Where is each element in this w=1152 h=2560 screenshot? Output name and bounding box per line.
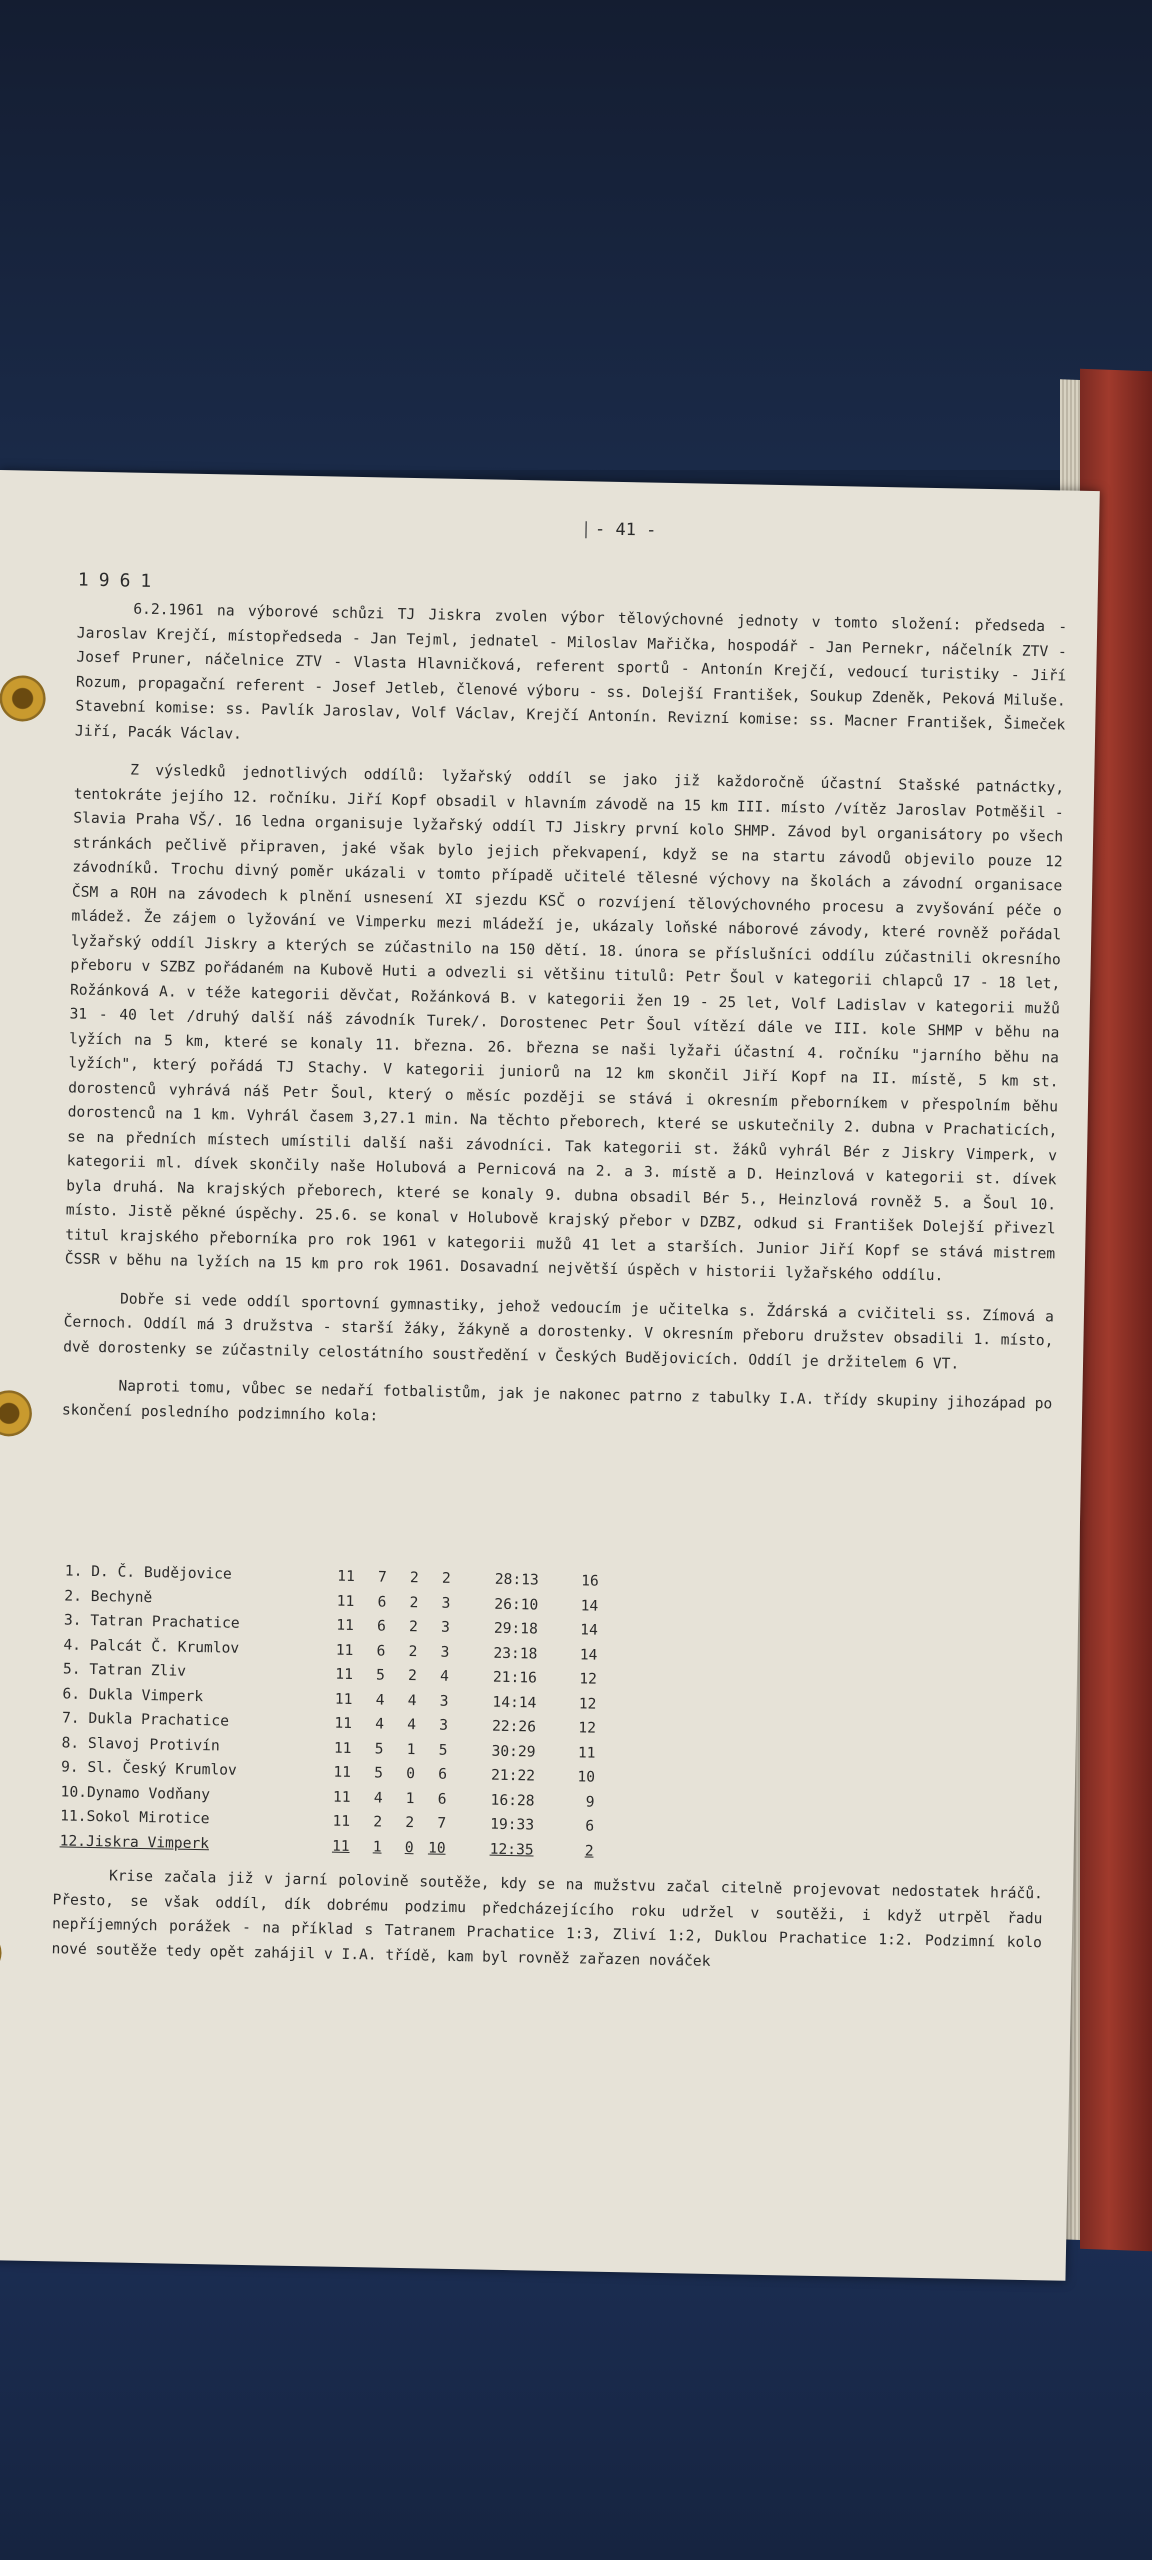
won: 4	[375, 1690, 385, 1709]
won: 5	[374, 1764, 384, 1782]
points: 14	[580, 1596, 599, 1615]
points: 12	[579, 1670, 598, 1688]
points: 9	[585, 1792, 595, 1811]
team-name: 9. Sl. Český Krumlov	[60, 1758, 237, 1779]
score: 16:28	[490, 1791, 535, 1810]
played: 11	[335, 1665, 354, 1683]
drawn: 0	[404, 1838, 414, 1856]
lost: 4	[439, 1667, 450, 1685]
drawn: 0	[406, 1765, 416, 1783]
won: 6	[377, 1592, 387, 1611]
won: 4	[375, 1715, 385, 1733]
team-name: 2. Bechyně	[64, 1586, 153, 1606]
team-name: 3. Tatran Prachatice	[63, 1611, 240, 1632]
played: 11	[336, 1592, 355, 1610]
lost: 10	[427, 1838, 446, 1857]
lost: 6	[437, 1790, 447, 1808]
played: 11	[334, 1690, 353, 1708]
played: 11	[336, 1616, 355, 1635]
points: 2	[584, 1841, 594, 1860]
binder-hole	[0, 675, 46, 722]
lost: 5	[438, 1741, 448, 1759]
lost: 7	[437, 1814, 447, 1832]
won: 7	[377, 1568, 387, 1586]
body-text	[61, 597, 1067, 1456]
drawn: 4	[407, 1716, 417, 1734]
team-name: 6. Dukla Vimperk	[62, 1684, 204, 1705]
paragraph-committee: 6.2.1961 na výborové schůzi TJ Jiskra zvolen výbor tělovýchovné jednoty v tomto složení: předseda - Jaroslav Krejčí, místopředseda - Jan Tejml, jednatel - Miloslav Mařička, hospodář - Jan Pernekr, náčelník ZTV - Josef Pruner, náčelnice ZTV - Vlasta Hlavničková, referent sportů - Antonín Krejčí, vedoucí turistiky - Jiří Rozum, propagační referent - Josef Jetleb, členové výboru - ss. Dolejší František, Soukup Zdeněk, Peková Miluše. Stavební komise: ss. Pavlík Jaroslav, Volf Václav, Krejčí Antonín. Revizní komise: ss. Macner František, Šimeček Jiří, Pacák Václav.	[74, 600, 1068, 743]
points: 11	[577, 1743, 596, 1762]
drawn: 2	[409, 1593, 419, 1611]
drawn: 4	[407, 1691, 417, 1709]
won: 2	[373, 1813, 383, 1831]
points: 14	[579, 1645, 598, 1664]
played: 11	[335, 1641, 354, 1659]
score: 29:18	[493, 1619, 539, 1638]
score: 26:10	[494, 1595, 539, 1614]
drawn: 2	[408, 1642, 418, 1660]
standings-table	[59, 1559, 605, 1863]
lost: 2	[441, 1569, 451, 1587]
won: 5	[375, 1666, 386, 1684]
played: 11	[332, 1812, 351, 1830]
score: 12:35	[489, 1840, 534, 1858]
drawn: 2	[408, 1618, 419, 1636]
played: 11	[337, 1567, 355, 1586]
team-name: 8. Slavoj Protivín	[61, 1733, 220, 1754]
background-top	[0, 0, 1152, 470]
won: 6	[376, 1641, 386, 1660]
drawn: 2	[407, 1667, 418, 1685]
paragraph-closing: Krise začala již v jarní polovině soutěže, kdy se na mužstvu začal citelně projevovat nedostatek hráčů. Přesto, se však oddíl, dík dobrému podzimu předcházejícího roku udržel v soutěži, i když utrpěl řadu nepříjemných porážek - na příklad s Tatranem Prachatice 1:3, Zliví 1:2, Duklou Prachatice 1:2. Podzimní kolo nové soutěže tedy opět zahájil v I.A. třídě, kam byl rovněž zařazen nováček	[51, 1867, 1044, 1970]
points: 14	[580, 1621, 599, 1639]
points: 10	[577, 1768, 596, 1786]
lost: 3	[441, 1594, 451, 1612]
score: 22:26	[491, 1717, 537, 1736]
score: 14:14	[492, 1693, 537, 1712]
played: 11	[332, 1788, 351, 1806]
drawn: 1	[406, 1740, 416, 1758]
points: 12	[578, 1694, 597, 1713]
score: 21:22	[490, 1766, 536, 1785]
document-page	[0, 470, 1100, 2281]
drawn: 2	[405, 1814, 415, 1832]
drawn: 1	[405, 1789, 415, 1807]
paragraph-football-intro: Naproti tomu, vůbec se nedaří fotbalistům, jak je nakonec patrno z tabulky I.A. třídy skupiny jihozápad po skončení posledního podzimního kola:	[61, 1377, 1053, 1424]
lost: 3	[439, 1716, 449, 1734]
team-name: 12.Jiskra Vimperk	[59, 1831, 210, 1852]
binder-hole	[0, 1929, 2, 1976]
points: 16	[581, 1572, 599, 1590]
lost: 3	[440, 1618, 451, 1636]
points: 6	[585, 1817, 595, 1835]
won: 5	[374, 1739, 384, 1758]
team-name: 7. Dukla Prachatice	[61, 1709, 230, 1730]
team-name: 10.Dynamo Vodňany	[60, 1782, 211, 1803]
played: 11	[333, 1763, 352, 1781]
lost: 3	[439, 1692, 449, 1710]
played: 11	[331, 1837, 350, 1855]
binder-hole	[0, 1390, 32, 1437]
score: 23:18	[493, 1644, 538, 1663]
background-bottom	[0, 2240, 1152, 2560]
won: 4	[373, 1788, 383, 1807]
drawn: 2	[409, 1569, 419, 1587]
closing-text	[51, 1863, 1043, 1980]
score: 21:16	[492, 1668, 538, 1687]
year-heading: 1961	[77, 569, 162, 593]
team-name: 11.Sokol Mirotice	[60, 1807, 210, 1828]
page-number: | - 41 -	[595, 519, 657, 540]
paragraph-gymnastics: Dobře si vede oddíl sportovní gymnastiky, jehož vedoucím je učitelka s. Ždárská a cvičiteli ss. Zímová a Černoch. Oddíl má 3 družstva - starší žáky, žákyně a dorostenky. V okresním přeboru družstev obsadili 1. místo, dvě dorostenky se zúčastnily celostátního soustředění v Českých Budějovicích. Oddíl je držitelem 6 VT.	[63, 1289, 1055, 1373]
score: 28:13	[494, 1570, 539, 1589]
points: 12	[578, 1719, 597, 1737]
team-name: 4. Palcát Č. Krumlov	[63, 1635, 240, 1657]
paragraph-skiing: Z výsledků jednotlivých oddílů: lyžařský oddíl se jako již každoročně účastní Stašské patnáctky, tentokráte jejího 12. ročníku. Jiří Kopf obsadil v hlavním závodě na 15 km III. místo /vítěz Jaroslav Potměšil - Slavia Praha VŠ/. 16 ledna organisuje lyžařský oddíl TJ Jiskry první kolo SHMP. Závod byl organisátory po všech stránkách pečlivě připraven, jaké však bylo jejich překvapení, když se na startu závodů objevilo pouze 12 závodníků. Trochu divný poměr ukázali v tomto případě učitelé tělesné výchovy na školách a závodní organisace ČSM a ROH na závodech k plnění usnesení XI sjezdu KSČ o rozvíjení tělovýchovného procesu a zvyšování péče o mládež. Že zájem o lyžování ve Vimperku mezi mládeží je, ukázaly loňské náborové závody, které rovněž pořádal lyžařský oddíl Jiskry a kterých se zúčastnilo na 150 dětí. 18. února se příslušníci oddílu zúčastnili okresního přeboru v SZBZ pořádaném na Kubově Huti a odvezli si většinu titulů: Petr Šoul v kategorii chlapců 17 - 18 let, Rožánková A. v téže kategorii děvčat, Rožánková B. v kategorii žen 19 - 25 let, Volf Ladislav v kategorii mužů 31 - 40 let /druhý další náš závodník Turek/. Dorostenec Petr Šoul vítězí dále ve III. kole SHMP v běhu na lyžích na 5 km, které se konaly 11. března. 26. března se naši lyžaři účastní 4. ročníku "jarního běhu na lyžích", který pořádá TJ Stachy. V kategorii juniorů na 12 km skončil Jiří Kopf na II. místě, 5 km st. dorostenců vyhrává náš Petr Šoul, který o měsíc později se stává i okresním přeborníkem v přespolním běhu dorostenců na 1 km. Vyhrál časem 3,27.1 min. Na těchto přeborech, které se uskutečnily 2. dubna v Prachaticích, se na předních místech umístili další naši závodníci. Tak kategorii st. žáků vyhrál Bér z Jiskry Vimperk, v kategorii ml. dívek skončily naše Holubová a Pernicová na 2. a 3. místě a D. Heinzlová v kategorii st. dívek byla druhá. Na krajských přeborech, které se konaly 9. dubna obsadil Bér 5., Heinzlová rovněž 5. a Šoul 10. místo. Jistě pěkné úspěchy. 25.6. se konal v Holubově krajský přebor v DZBZ, odkud si František Dolejší přivezl titul krajského přeborníka pro rok 1961 v kategorii mužů 41 let a starších. Junior Jiří Kopf se stává mistrem ČSSR v běhu na lyžích na 15 km pro rok 1961. Dosavadní největší úspěch v historii lyžařského oddílu.	[64, 761, 1065, 1285]
won: 6	[376, 1617, 387, 1635]
won: 1	[372, 1837, 382, 1856]
lost: 6	[438, 1765, 448, 1783]
lost: 3	[440, 1643, 450, 1661]
score: 19:33	[489, 1815, 535, 1834]
score: 30:29	[491, 1742, 536, 1761]
team-name: 5. Tatran Zliv	[62, 1660, 187, 1680]
team-name: 1. D. Č. Budějovice	[64, 1562, 232, 1583]
played: 11	[333, 1739, 352, 1757]
played: 11	[334, 1714, 353, 1732]
